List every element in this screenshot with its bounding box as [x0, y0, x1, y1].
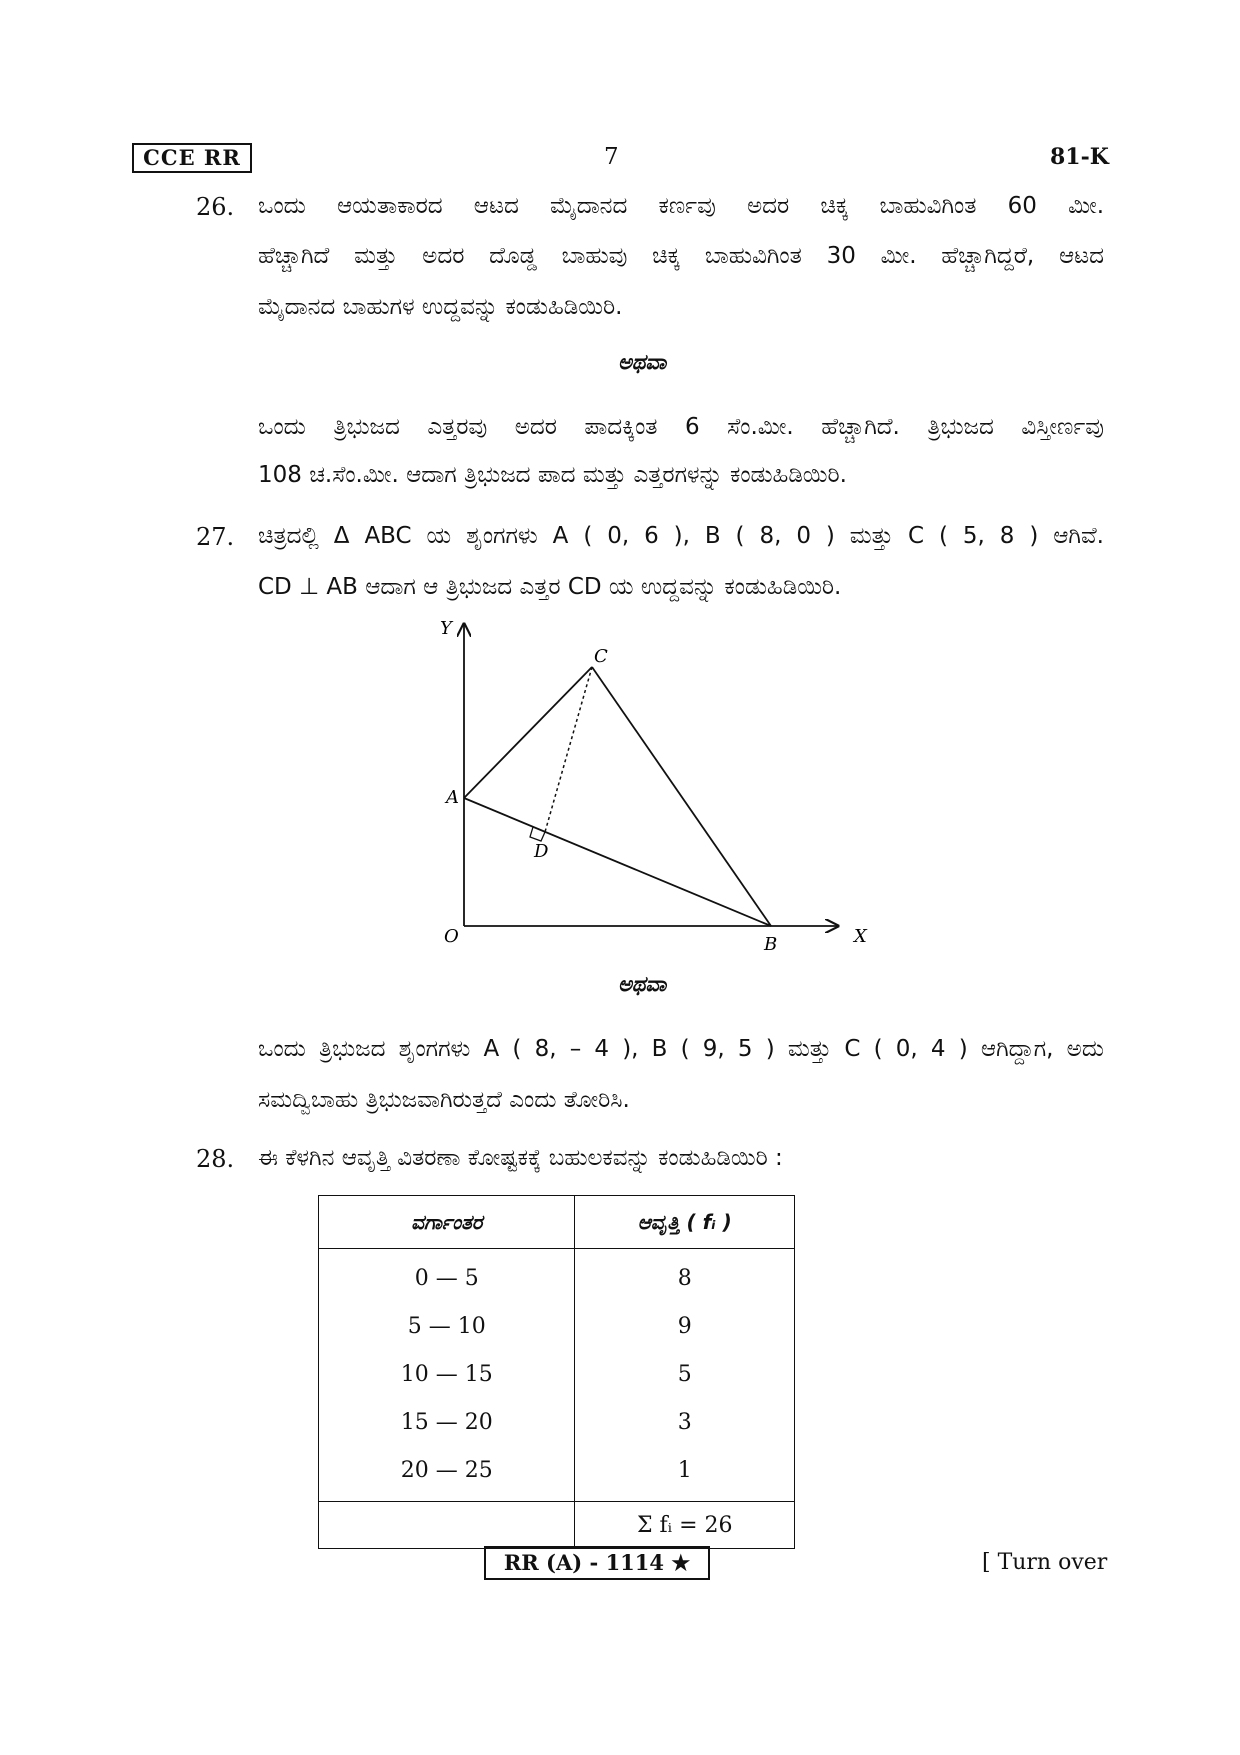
table-cell-class: 5 — 10	[407, 1314, 486, 1339]
question-26-number: 26.	[196, 193, 235, 221]
page-number: 7	[604, 144, 619, 170]
question-27-line-1: ಚಿತ್ರದಲ್ಲಿ Δ ABC ಯ ಶೃಂಗಗಳು A ( 0, 6 ), B ( 8, 0 ) ಮತ್ತು C ( 5, 8 ) ಆಗಿವೆ.	[258, 523, 1104, 549]
frequency-column	[575, 1249, 795, 1502]
side-cb	[592, 667, 771, 926]
table-cell-class: 20 — 25	[400, 1458, 493, 1483]
turn-over-label: [ Turn over	[982, 1550, 1108, 1575]
question-27-or-label: ಅಥವಾ	[618, 972, 667, 996]
question-28-text: ಈ ಕೆಳಗಿನ ಆವೃತ್ತಿ ವಿತರಣಾ ಕೋಷ್ಟಕಕ್ಕೆ ಬಹುಲಕವನ್ನು ಕಂಡುಹಿಡಿಯಿರಿ :	[258, 1145, 783, 1171]
table-cell-class: 10 — 15	[400, 1362, 493, 1387]
class-interval-column	[319, 1249, 575, 1502]
paper-code: 81-K	[1050, 144, 1109, 170]
table-cell-class: 0 — 5	[414, 1266, 479, 1291]
table-cell-class: 15 — 20	[400, 1410, 493, 1435]
question-26-or-label: ಅಥವಾ	[618, 350, 667, 374]
label-b: B	[764, 934, 778, 950]
question-27-alt-line-2: ಸಮದ್ವಿಬಾಹು ತ್ರಿಭುಜವಾಗಿರುತ್ತದೆ ಎಂದು ತೋರಿಸಿ.	[258, 1087, 630, 1113]
label-o: O	[444, 926, 459, 947]
table-cell-freq: 5	[677, 1362, 692, 1387]
question-26-alt-line-2: 108 ಚ.ಸೆಂ.ಮೀ. ಆದಾಗ ತ್ರಿಭುಜದ ಪಾದ ಮತ್ತು ಎತ್ತರಗಳನ್ನು ಕಂಡುಹಿಡಿಯಿರಿ.	[258, 462, 847, 488]
exam-code-box: CCE RR	[132, 143, 252, 173]
header-class-interval: ವರ್ಗಾಂತರ	[319, 1196, 575, 1249]
triangle-figure	[430, 610, 880, 950]
label-a: A	[446, 787, 459, 808]
table-cell-freq: 1	[677, 1458, 692, 1483]
question-26-alt-line-1: ಒಂದು ತ್ರಿಭುಜದ ಎತ್ತರವು ಅದರ ಪಾದಕ್ಕಿಂತ 6 ಸೆಂ.ಮೀ. ಹೆಚ್ಚಾಗಿದೆ. ತ್ರಿಭುಜದ ವಿಸ್ತೀರ್ಣವು	[258, 414, 1104, 440]
label-c: C	[594, 646, 608, 667]
label-y: Y	[440, 618, 452, 639]
side-ab	[464, 798, 771, 926]
header-frequency: ಆವೃತ್ತಿ ( fᵢ )	[575, 1196, 795, 1249]
table-cell-freq: 8	[677, 1266, 692, 1291]
question-26-line-3: ಮೈದಾನದ ಬಾಹುಗಳ ಉದ್ದವನ್ನು ಕಂಡುಹಿಡಿಯಿರಿ.	[258, 294, 623, 320]
label-x: X	[854, 926, 867, 947]
total-frequency-cell: Σ fᵢ = 26	[575, 1502, 795, 1549]
table-body-row	[319, 1249, 795, 1502]
question-27-alt-line-1: ಒಂದು ತ್ರಿಭುಜದ ಶೃಂಗಗಳು A ( 8, – 4 ), B ( 9, 5 ) ಮತ್ತು C ( 0, 4 ) ಆಗಿದ್ದಾಗ, ಅದು	[258, 1036, 1104, 1062]
question-27-number: 27.	[196, 523, 235, 551]
table-cell-freq: 3	[677, 1410, 692, 1435]
table-header-row	[319, 1196, 795, 1249]
table-cell-freq: 9	[677, 1314, 692, 1339]
table-total-row	[319, 1502, 795, 1549]
question-26-line-2: ಹೆಚ್ಚಾಗಿದೆ ಮತ್ತು ಅದರ ದೊಡ್ಡ ಬಾಹುವು ಚಿಕ್ಕ ಬಾಹುವಿಗಿಂತ 30 ಮೀ. ಹೆಚ್ಚಾಗಿದ್ದರೆ, ಆಟದ	[258, 243, 1104, 269]
question-27-line-2: CD ⊥ AB ಆದಾಗ ಆ ತ್ರಿಭುಜದ ಎತ್ತರ CD ಯ ಉದ್ದವನ್ನು ಕಂಡುಹಿಡಿಯಿರಿ.	[258, 574, 842, 600]
question-28-number: 28.	[196, 1145, 235, 1173]
frequency-table	[318, 1195, 795, 1549]
total-empty-cell	[319, 1502, 575, 1549]
footer-code-box: RR (A) - 1114 ★	[484, 1546, 710, 1580]
question-26-line-1: ಒಂದು ಆಯತಾಕಾರದ ಆಟದ ಮೈದಾನದ ಕರ್ಣವು ಅದರ ಚಿಕ್ಕ ಬಾಹುವಿಗಿಂತ 60 ಮೀ.	[258, 193, 1104, 219]
label-d: D	[534, 841, 549, 862]
